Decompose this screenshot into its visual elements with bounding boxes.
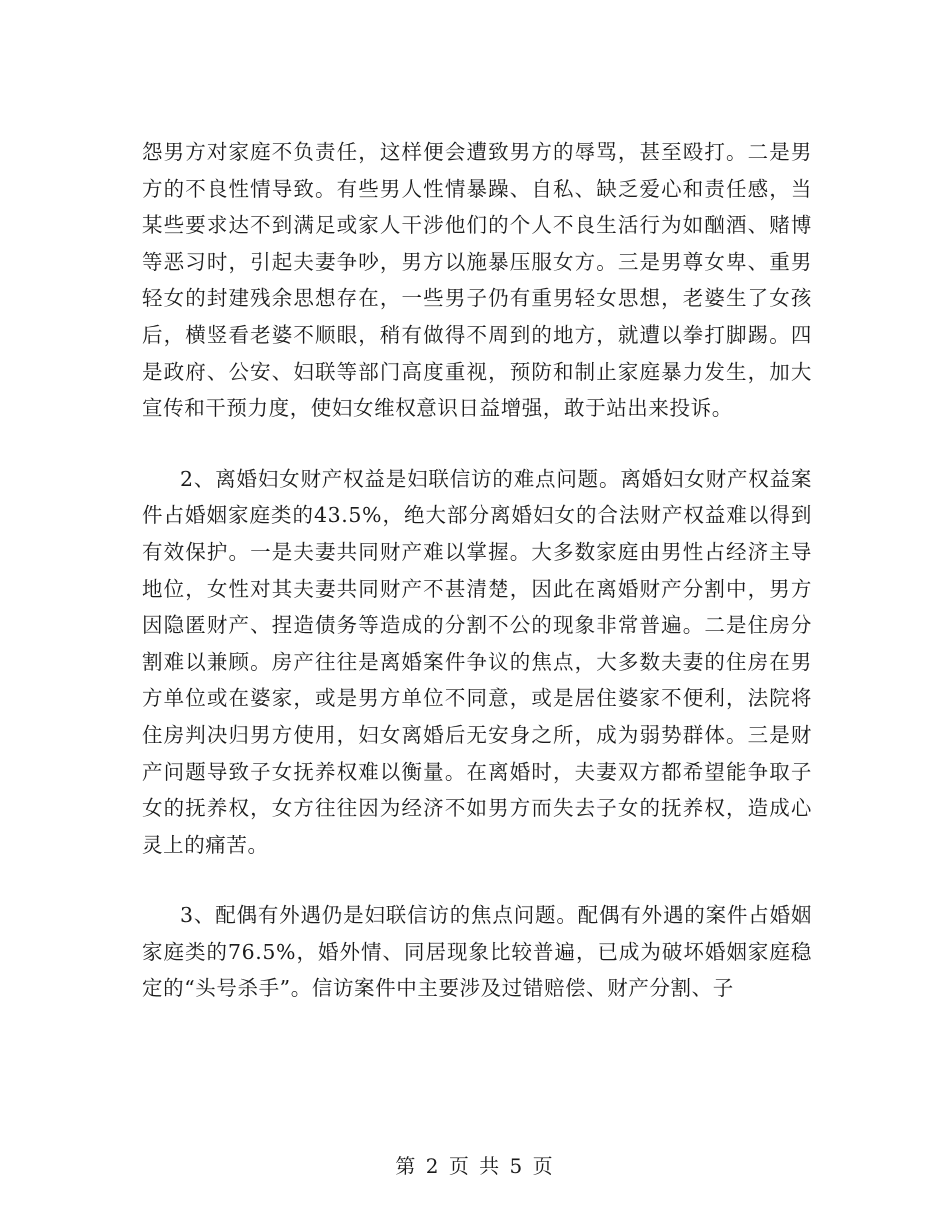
- paragraph-1: 怨男方对家庭不负责任，这样便会遭致男方的辱骂，甚至殴打。二是男方的不良性情导致。有些男人性情暴躁、自私、缺乏爱心和责任感，当某些要求达不到满足或家人干涉他们的个人不良生活行为如酗酒、赌博等恶习时，引起夫妻争吵，男方以施暴压服女方。三是男尊女卑、重男轻女的封建残余思想存在，一些男子仍有重男轻女思想，老婆生了女孩后，横竖看老婆不顺眼，稍有做得不周到的地方，就遭以拳打脚踢。四是政府、公安、妇联等部门高度重视，预防和制止家庭暴力发生，加大宣传和干预力度，使妇女维权意识日益增强，敢于站出来投诉。: [142, 140, 812, 421]
- paragraph-3: 3、配偶有外遇仍是妇联信访的焦点问题。配偶有外遇的案件占婚姻家庭类的76.5%，婚外情、同居现象比较普遍，已成为破坏婚姻家庭稳定的“头号杀手”。信访案件中主要涉及过错赔偿、财产分割、子: [142, 903, 812, 1001]
- paragraph-2: 2、离婚妇女财产权益是妇联信访的难点问题。离婚妇女财产权益案件占婚姻家庭类的43.5%，绝大部分离婚妇女的合法财产权益难以得到有效保护。一是夫妻共同财产难以掌握。大多数家庭由男性占经济主导地位，女性对其夫妻共同财产不甚清楚，因此在离婚财产分割中，男方因隐匿财产、捏造债务等造成的分割不公的现象非常普遍。二是住房分割难以兼顾。房产往往是离婚案件争议的焦点，大多数夫妻的住房在男方单位或在婆家，或是男方单位不同意，或是居住婆家不便利，法院将住房判决归男方使用，妇女离婚后无安身之所，成为弱势群体。三是财产问题导致子女抚养权难以衡量。在离婚时，夫妻双方都希望能争取子女的抚养权，女方往往因为经济不如男方而失去子女的抚养权，造成心灵上的痛苦。: [142, 466, 812, 857]
- document-body: [142, 134, 812, 1041]
- page-footer: 第 2 页 共 5 页: [395, 1154, 555, 1178]
